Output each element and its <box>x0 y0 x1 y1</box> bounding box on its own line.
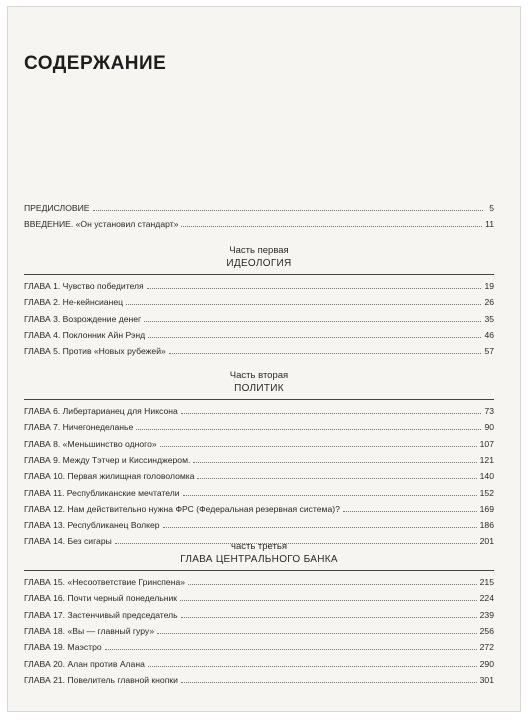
toc-entry-label: ГЛАВА 11. Республиканские мечтатели <box>24 487 180 498</box>
toc-entry-label: ГЛАВА 10. Первая жилищная головоломка <box>24 471 195 482</box>
toc-row <box>24 470 494 482</box>
dot-leader <box>188 584 477 585</box>
toc-entry-label: ГЛАВА 17. Застенчивый председатель <box>24 609 178 620</box>
part-heading <box>24 540 494 567</box>
dot-leader <box>93 210 483 211</box>
toc-page-number: 57 <box>484 346 494 357</box>
toc-entry-label: ГЛАВА 3. Возрождение денег <box>24 313 142 324</box>
toc-entry-label: ГЛАВА 14. Без сигары <box>24 536 112 547</box>
dot-leader <box>181 413 482 414</box>
dot-leader <box>160 446 477 447</box>
toc-row <box>24 641 494 653</box>
toc-page-number: 121 <box>479 454 494 465</box>
toc-entry-label: ГЛАВА 20. Алан против Алана <box>24 658 145 669</box>
toc-page-number: 215 <box>479 577 494 587</box>
toc-page-number: 46 <box>484 329 494 340</box>
toc-page-number: 152 <box>479 487 494 498</box>
toc-page-number: 11 <box>485 219 494 230</box>
part-label: Часть первая <box>229 245 289 256</box>
dot-leader <box>105 649 477 650</box>
toc-page-number: 140 <box>479 471 494 482</box>
toc-row <box>24 438 494 450</box>
toc-page-number: 239 <box>479 609 494 620</box>
toc-row <box>24 519 494 531</box>
toc-row <box>24 609 494 621</box>
toc-page-number: 5 <box>489 203 494 213</box>
toc-page-number: 201 <box>479 536 494 547</box>
toc-row <box>24 202 494 214</box>
part-heading <box>24 369 494 396</box>
toc-entry-label: ГЛАВА 1. Чувство победителя <box>24 281 144 291</box>
page-title: СОДЕРЖАНИЕ <box>24 53 167 74</box>
part-name: ПОЛИТИК <box>234 383 284 394</box>
toc-row <box>24 313 494 325</box>
toc-entry-label: ГЛАВА 8. «Меньшинство одного» <box>24 438 157 449</box>
toc-row <box>24 454 494 466</box>
toc-entry-label: ГЛАВА 2. Не-кейнсианец <box>24 297 124 308</box>
toc-page-number: 90 <box>484 422 494 433</box>
dot-leader <box>197 478 476 479</box>
section-rule <box>24 570 494 571</box>
section-rule <box>24 274 494 275</box>
dot-leader <box>181 226 482 227</box>
toc-page-number: 186 <box>479 520 494 531</box>
toc-page-number: 290 <box>479 658 494 669</box>
toc-page-number: 35 <box>484 313 494 324</box>
toc-entry-label: ГЛАВА 7. Ничегонеделанье <box>24 422 134 433</box>
dot-leader <box>181 682 477 683</box>
toc-page-number: 73 <box>484 406 494 416</box>
part-label: Часть вторая <box>229 370 289 381</box>
toc-entry-label: ГЛАВА 15. «Несоответствие Гринспена» <box>24 577 186 587</box>
part-name: ИДЕОЛОГИЯ <box>226 258 292 269</box>
dot-leader <box>169 353 482 354</box>
toc-row <box>24 421 494 433</box>
toc-row <box>24 503 494 515</box>
toc-entry-label: ГЛАВА 5. Против «Новых рубежей» <box>24 346 166 357</box>
dot-leader <box>193 462 476 463</box>
dot-leader <box>180 600 477 601</box>
toc-entry-label: ГЛАВА 6. Либертарианец для Никсона <box>24 406 178 416</box>
part-heading <box>24 244 494 271</box>
toc-page-number: 107 <box>479 438 494 449</box>
dot-leader <box>181 617 477 618</box>
dot-leader <box>163 527 477 528</box>
dot-leader <box>144 321 481 322</box>
toc-row <box>24 329 494 341</box>
dot-leader <box>147 288 482 289</box>
dot-leader <box>343 511 477 512</box>
toc-page-number: 272 <box>479 642 494 653</box>
toc-row <box>24 576 494 588</box>
dot-leader <box>148 666 477 667</box>
toc-row <box>24 625 494 637</box>
toc-row <box>24 487 494 499</box>
toc-row <box>24 674 494 686</box>
toc-row <box>24 218 494 230</box>
dot-leader <box>183 495 477 496</box>
dot-leader <box>126 304 481 305</box>
dot-leader <box>157 633 477 634</box>
toc-entry-label: ГЛАВА 9. Между Тэтчер и Киссинджером. <box>24 454 191 465</box>
toc-page-number: 256 <box>479 625 494 636</box>
toc-page-number: 169 <box>479 503 494 514</box>
toc-row <box>24 345 494 357</box>
toc-page-number: 224 <box>479 593 494 604</box>
toc-entry-label: ГЛАВА 19. Маэстро <box>24 642 102 653</box>
toc-row <box>24 658 494 670</box>
dot-leader <box>136 429 481 430</box>
toc-row <box>24 405 494 417</box>
book-page <box>7 6 521 712</box>
part-name: ГЛАВА ЦЕНТРАЛЬНОГО БАНКА <box>180 554 338 565</box>
toc-entry-label: ГЛАВА 12. Нам действительно нужна ФРС (Федеральная резервная система)? <box>24 503 340 514</box>
toc-entry-label: ГЛАВА 16. Почти черный понедельник <box>24 593 178 604</box>
toc-page-number: 19 <box>484 281 494 291</box>
toc-page-number: 26 <box>484 297 494 308</box>
toc-entry-label: ВВЕДЕНИЕ. «Он установил стандарт» <box>24 219 179 230</box>
toc-entry-label: ГЛАВА 21. Повелитель главной кнопки <box>24 674 178 685</box>
toc-entry-label: ГЛАВА 13. Республиканец Волкер <box>24 520 160 531</box>
part-label: часть третья <box>231 541 287 552</box>
toc-page-number: 301 <box>479 674 494 685</box>
dot-leader <box>148 337 481 338</box>
toc-row <box>24 296 494 308</box>
toc-row <box>24 592 494 604</box>
toc-entry-label: ПРЕДИСЛОВИЕ <box>24 203 90 213</box>
toc-row <box>24 280 494 292</box>
toc-entry-label: ГЛАВА 4. Поклонник Айн Рэнд <box>24 329 146 340</box>
toc-entry-label: ГЛАВА 18. «Вы — главный гуру» <box>24 625 155 636</box>
section-rule <box>24 399 494 400</box>
